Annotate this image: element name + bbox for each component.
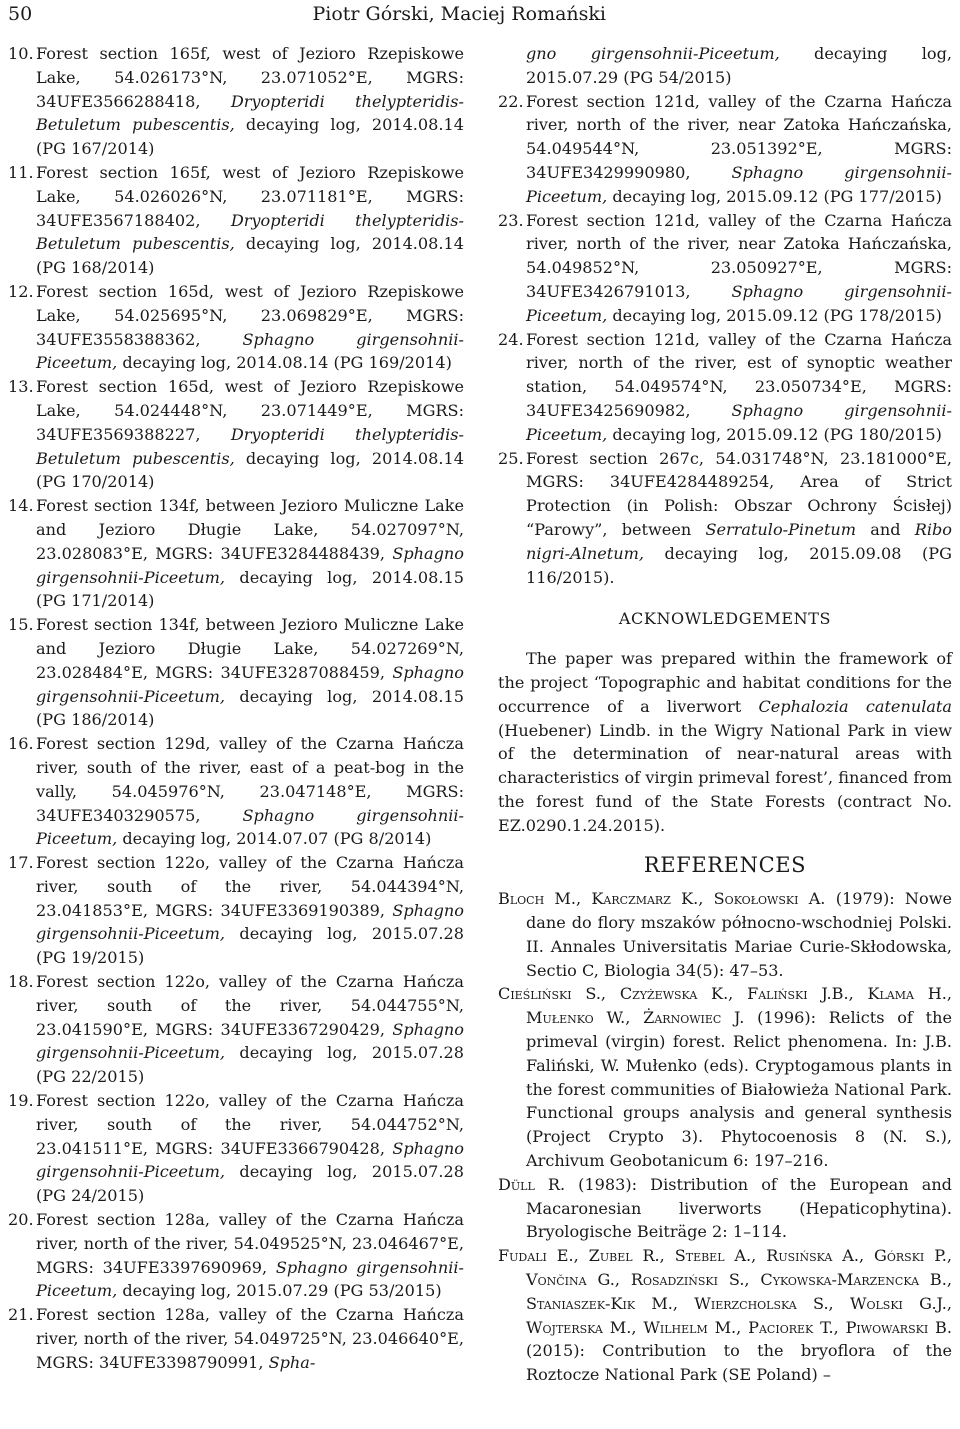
list-item xyxy=(8,613,464,732)
references-heading: REFERENCES xyxy=(643,852,807,877)
left-column xyxy=(8,42,464,1375)
item-text: Forest section 122o, valley of the Czarna Hańcza river, south of the river, 54.044394°N, 23.041853°E, MGRS: 34UFE3369190389, xyxy=(36,853,464,920)
list-item xyxy=(8,1208,464,1303)
item-number: 14. xyxy=(8,496,34,516)
item-number: 23. xyxy=(498,210,524,230)
item-text: Forest section 129d, valley of the Czarna Hańcza river, south of the river, east of a peat-bog in the vally, 54.045976°N, 23.047148°E, MGRS: 34UFE3403290575, xyxy=(36,734,464,825)
taxon-name: Dryopteridi thelypteridis-Betuletum pubescentis, xyxy=(36,91,464,135)
list-item xyxy=(498,328,952,447)
item-text: Forest section 134f, between Jezioro Muliczne Lake and Jezioro Długie Lake, 54.027269°N, 23.028484°E, MGRS: 34UFE3287088459, xyxy=(36,615,464,682)
item-number: 11. xyxy=(8,162,34,182)
right-column xyxy=(498,42,952,1387)
taxon-name: Sphagno girgensohnii-Piceetum, xyxy=(526,281,952,325)
list-item xyxy=(498,447,952,590)
taxon-name: Sphagno girgensohnii-Piceetum, xyxy=(36,1019,464,1063)
reference-text: (1983): Distribution of the European and Macaronesian liverworts (Hepaticophytina). Bryologische Beiträge 2: 1–114. xyxy=(526,1174,952,1242)
list-item xyxy=(8,1303,464,1374)
taxon-name: Sphagno girgensohnii-Piceetum, xyxy=(36,662,464,706)
reference-entry xyxy=(498,887,952,982)
item-text: and xyxy=(856,519,915,539)
list-item xyxy=(8,1089,464,1208)
list-item xyxy=(8,851,464,970)
item-text: Forest section 122o, valley of the Czarna Hańcza river, south of the river, 54.044752°N, 23.041511°E, MGRS: 34UFE3366790428, xyxy=(36,1091,464,1158)
item-number: 21. xyxy=(8,1305,34,1325)
reference-text: (2015): Contribution to the bryoflora of the Roztocze National Park (SE Poland) – xyxy=(526,1341,952,1385)
item-number: 16. xyxy=(8,734,34,754)
reference-entry xyxy=(498,1244,952,1387)
taxon-name: Sphagno girgensohnii-Piceetum, xyxy=(36,329,464,373)
list-item xyxy=(8,161,464,280)
item-text: decaying log, 2015.07.28 (PG 19/2015) xyxy=(36,924,464,968)
item-text: Forest section 128a, valley of the Czarna Hańcza river, north of the river, 54.049525°N, 23.046467°E, MGRS: 34UFE3397690969, xyxy=(36,1210,464,1277)
item-text: Forest section 165d, west of Jezioro Rzepiskowe Lake, 54.024448°N, 23.071449°E, MGRS: 34UFE3569388227, xyxy=(36,377,464,444)
item-number: 25. xyxy=(498,448,524,468)
item-number: 13. xyxy=(8,377,34,397)
list-item xyxy=(8,280,464,375)
item-text: Forest section 165d, west of Jezioro Rzepiskowe Lake, 54.025695°N, 23.069829°E, MGRS: 34UFE3558388362, xyxy=(36,281,464,349)
item-text: decaying log, 2015.07.29 (PG 53/2015) xyxy=(117,1281,442,1301)
acknowledgements-heading: ACKNOWLEDGEMENTS xyxy=(618,609,832,629)
item-text: decaying log, 2014.08.14 (PG 170/2014) xyxy=(36,448,464,492)
item-number: 24. xyxy=(498,329,524,349)
item-text: Forest section 267c, 54.031748°N, 23.181000°E, MGRS: 34UFE4284489254, Area of Strict Protection (in Polish: Obszar Ochrony Ścisłej) “Parowy”, between xyxy=(526,448,952,539)
taxon-name: Ribo nigri-Alnetum, xyxy=(526,519,952,563)
item-text: Forest section 121d, valley of the Czarna Hańcza river, north of the river, near Zatoka Hańczańska, 54.049852°N, 23.050927°E, MGRS: 34UFE3426791013, xyxy=(526,210,952,301)
taxon-name: Sphagno girgensohnii-Piceetum, xyxy=(526,162,952,206)
item-number: 20. xyxy=(8,1210,34,1230)
item-number: 17. xyxy=(8,853,34,873)
taxon-name: Sphagno girgensohnii-Piceetum, xyxy=(36,1138,464,1182)
taxon-name: Dryopteridi thelypteridis-Betuletum pubescentis, xyxy=(36,210,464,254)
item-number: 18. xyxy=(8,972,34,992)
reference-authors: Fudali E., Zubel R., Stebel A., Rusińska A., Górski P., Vončina G., Rosadziński S., Cykowska-Marzencka B., Staniaszek-Kik M., Wierzcholska S., Wolski G.J., Wojterska M., Wilhelm M., Paciorek T., Piwowarski B. xyxy=(498,1246,952,1337)
item-text: decaying log, 2015.07.29 (PG 54/2015) xyxy=(526,44,952,87)
item-text: decaying log, 2014.08.14 (PG 168/2014) xyxy=(36,234,464,278)
reference-authors: Bloch M., Karczmarz K., Sokołowski A. xyxy=(498,889,826,909)
item-text: decaying log, 2015.09.12 (PG 178/2015) xyxy=(607,305,942,325)
taxon-name: Sphagno girgensohnii-Piceetum, xyxy=(36,543,464,587)
item-number: 19. xyxy=(8,1091,34,1111)
item-number: 15. xyxy=(8,615,34,635)
item-text: decaying log, 2014.08.14 (PG 169/2014) xyxy=(117,353,452,373)
item-number: 22. xyxy=(498,91,524,111)
item-number: 10. xyxy=(8,44,34,63)
list-item xyxy=(8,494,464,613)
taxon-name: Dryopteridi thelypteridis-Betuletum pubescentis, xyxy=(36,424,464,468)
item-text: Forest section 134f, between Jezioro Muliczne Lake and Jezioro Długie Lake, 54.027097°N, 23.028083°E, MGRS: 34UFE3284488439, xyxy=(36,496,464,563)
item-text: decaying log, 2015.09.12 (PG 177/2015) xyxy=(607,186,942,206)
item-text: decaying log, 2015.09.08 (PG 116/2015). xyxy=(526,543,952,587)
reference-entry xyxy=(498,1173,952,1244)
acknowledgements-text xyxy=(498,647,952,837)
reference-text: (1979): Nowe dane do flory mszaków północno-wschodniej Polski. II. Annales Universitatis Mariae Curie-Skłodowska, Sectio C, Biologia 34(5): 47–53. xyxy=(526,889,952,980)
item-number: 12. xyxy=(8,281,34,301)
list-item xyxy=(8,42,464,161)
page-header xyxy=(0,0,960,40)
taxon-name: Sphagno girgensohnii-Piceetum, xyxy=(36,805,464,849)
taxon-name: Spha- xyxy=(268,1352,316,1372)
list-item xyxy=(8,970,464,1089)
taxon-name: Sphagno girgensohnii-Piceetum, xyxy=(526,400,952,444)
list-item xyxy=(8,375,464,494)
item-text: Forest section 165f, west of Jezioro Rzepiskowe Lake, 54.026173°N, 23.071052°E, MGRS: 34UFE3566288418, xyxy=(36,44,464,111)
reference-authors: Düll R. xyxy=(498,1174,566,1194)
reference-authors: Cieśliński S., Czyżewska K., Faliński J.B., Klama H., Mułenko W., Żarnowiec J. xyxy=(498,984,952,1028)
reference-entry xyxy=(498,982,952,1172)
ack-text: The paper was prepared within the framework of the project ‘Topographic and habitat conditions for the occurrence of a liverwort xyxy=(498,649,952,716)
taxon-name: Sphagno girgensohnii-Piceetum, xyxy=(36,900,464,944)
list-item xyxy=(8,732,464,851)
item-text: decaying log, 2014.08.15 (PG 186/2014) xyxy=(36,686,464,730)
item-text: Forest section 121d, valley of the Czarna Hańcza river, north of the river, near Zatoka Hańczańska, 54.049544°N, 23.051392°E, MGRS: 34UFE3429990980, xyxy=(526,91,952,182)
item-text: Forest section 165f, west of Jezioro Rzepiskowe Lake, 54.026026°N, 23.071181°E, MGRS: 34UFE3567188402, xyxy=(36,162,464,230)
item-text: decaying log, 2014.07.07 (PG 8/2014) xyxy=(117,829,432,849)
page-number: 50 xyxy=(8,3,33,25)
reference-text: (1996): Relicts of the primeval (virgin) forest. Relict phenomena. In: J.B. Faliński, W. Mułenko (eds). Cryptogamous plants in the forest communities of Białowieża National Park. Functional groups analysis and general synthesis (Project Crypto 3). Phytocoenosis 8 (N. S.), Archivum Geobotanicum 6: 197–216. xyxy=(526,1008,952,1171)
list-item xyxy=(498,90,952,209)
item-text: decaying log, 2015.07.28 (PG 22/2015) xyxy=(36,1043,464,1087)
list-item xyxy=(498,209,952,328)
item-text: Forest section 122o, valley of the Czarna Hańcza river, south of the river, 54.044755°N, 23.041590°E, MGRS: 34UFE3367290429, xyxy=(36,972,464,1039)
item-text: decaying log, 2015.09.12 (PG 180/2015) xyxy=(607,424,942,444)
list-item-continuation xyxy=(498,42,952,90)
taxon-name: gno girgensohnii-Piceetum, xyxy=(526,44,780,63)
item-text: decaying log, 2015.07.28 (PG 24/2015) xyxy=(36,1162,464,1206)
taxon-name: Cephalozia catenulata xyxy=(758,696,952,716)
taxon-name: Sphagno girgensohnii-Piceetum, xyxy=(36,1257,464,1301)
ack-text: (Huebener) Lindb. in the Wigry National Park in view of the determination of near-natural areas with characteristics of virgin primeval forest’, financed from the forest fund of the State Forests (contract No. EZ.0290.1.24.2015). xyxy=(498,720,952,835)
item-text: Forest section 128a, valley of the Czarna Hańcza river, north of the river, 54.049725°N, 23.046640°E, MGRS: 34UFE3398790991, xyxy=(36,1305,464,1372)
taxon-name: Serratulo-Pinetum xyxy=(705,519,857,539)
item-text: decaying log, 2014.08.15 (PG 171/2014) xyxy=(36,567,464,611)
item-text: decaying log, 2014.08.14 (PG 167/2014) xyxy=(36,115,464,159)
running-title: Piotr Górski, Maciej Romański xyxy=(312,3,606,25)
item-text: Forest section 121d, valley of the Czarna Hańcza river, north of the river, est of synoptic weather station, 54.049574°N, 23.050734°E, MGRS: 34UFE3425690982, xyxy=(526,329,952,420)
